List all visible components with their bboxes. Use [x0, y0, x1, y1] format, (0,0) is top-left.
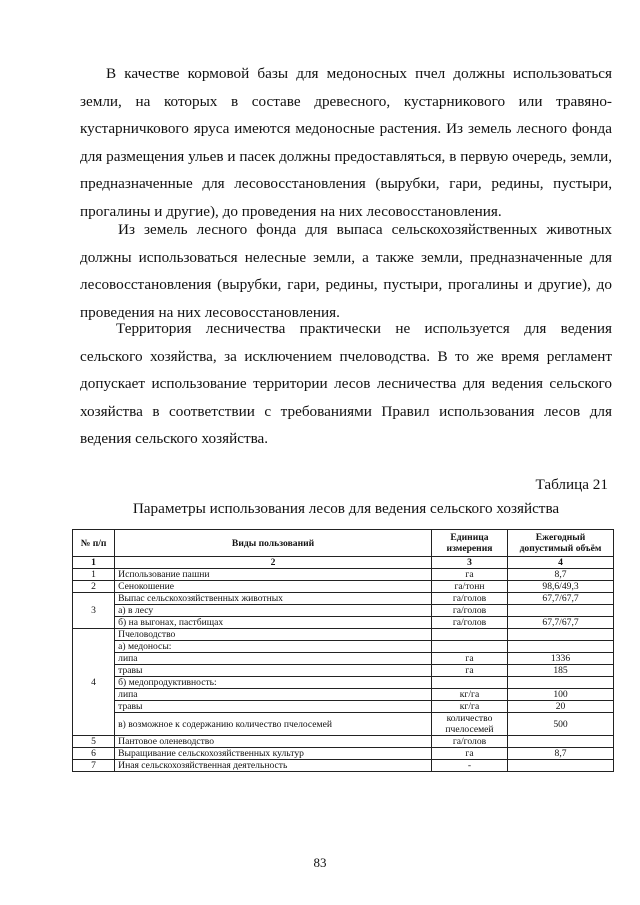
row-num: 6	[73, 748, 115, 760]
header-kind: Виды пользований	[115, 530, 432, 557]
table-row	[73, 593, 614, 605]
row-kind: в) возможное к содержанию количество пчелосемей	[115, 713, 432, 736]
table-row	[73, 617, 614, 629]
row-value: 67,7/67,7	[508, 617, 614, 629]
table-row	[73, 665, 614, 677]
row-kind: Пантовое оленеводство	[115, 736, 432, 748]
row-value	[508, 629, 614, 641]
table-row	[73, 736, 614, 748]
row-unit: га/голов	[431, 605, 507, 617]
row-value	[508, 677, 614, 689]
row-kind: Выращивание сельскохозяйственных культур	[115, 748, 432, 760]
row-num: 3	[73, 593, 115, 629]
col-number-3: 3	[431, 557, 507, 569]
row-unit	[431, 641, 507, 653]
row-unit: га/тонн	[431, 581, 507, 593]
row-kind: Иная сельскохозяйственная деятельность	[115, 760, 432, 772]
row-unit: кг/га	[431, 701, 507, 713]
row-unit	[431, 677, 507, 689]
row-value: 98,6/49,3	[508, 581, 614, 593]
row-kind: б) медопродуктивность:	[115, 677, 432, 689]
row-unit: га/голов	[431, 736, 507, 748]
table-row	[73, 760, 614, 772]
col-number-1: 1	[73, 557, 115, 569]
col-number-2: 2	[115, 557, 432, 569]
row-unit: -	[431, 760, 507, 772]
paragraph-grazing: Из земель лесного фонда для выпаса сельскохозяйственных животных должны использоваться нелесные земли, а также земли, предназначенные для лесовосстановления (вырубки, гари, редины, пустыри, прогалины и другие), до проведения на них лесовосстановления.	[80, 221, 612, 321]
row-kind: а) в лесу	[115, 605, 432, 617]
row-kind: липа	[115, 689, 432, 701]
table-row	[73, 748, 614, 760]
row-unit: кг/га	[431, 689, 507, 701]
row-value: 20	[508, 701, 614, 713]
header-volume: Ежегодный допустимый объём	[508, 530, 614, 557]
table-row	[73, 701, 614, 713]
table-row	[73, 569, 614, 581]
agriculture-parameters-table	[72, 529, 614, 772]
row-kind: травы	[115, 701, 432, 713]
row-value	[508, 605, 614, 617]
row-unit: га/голов	[431, 617, 507, 629]
row-value: 185	[508, 665, 614, 677]
table-row	[73, 713, 614, 736]
row-value: 500	[508, 713, 614, 736]
row-unit: га	[431, 665, 507, 677]
row-kind: б) на выгонах, пастбищах	[115, 617, 432, 629]
table-header-row	[73, 530, 614, 557]
row-value: 1336	[508, 653, 614, 665]
header-unit: Единица измерения	[431, 530, 507, 557]
row-kind: травы	[115, 665, 432, 677]
row-value: 8,7	[508, 569, 614, 581]
header-num: № п/п	[73, 530, 115, 557]
table-row	[73, 629, 614, 641]
row-unit: количество пчелосемей	[431, 713, 507, 736]
row-kind: Использование пашни	[115, 569, 432, 581]
row-kind: Выпас сельскохозяйственных животных	[115, 593, 432, 605]
col-number-4: 4	[508, 557, 614, 569]
row-kind: Сенокошение	[115, 581, 432, 593]
row-num: 7	[73, 760, 115, 772]
table-row	[73, 641, 614, 653]
row-unit	[431, 629, 507, 641]
row-kind: а) медоносы:	[115, 641, 432, 653]
row-value: 100	[508, 689, 614, 701]
column-number-row	[73, 557, 614, 569]
row-value	[508, 641, 614, 653]
table-row	[73, 653, 614, 665]
row-value: 67,7/67,7	[508, 593, 614, 605]
table-label: Таблица 21	[535, 476, 608, 493]
row-value	[508, 760, 614, 772]
table-title: Параметры использования лесов для ведения сельского хозяйства	[132, 500, 560, 517]
table-row	[73, 605, 614, 617]
table-row	[73, 581, 614, 593]
row-unit: га	[431, 653, 507, 665]
row-num: 4	[73, 629, 115, 736]
table-row	[73, 689, 614, 701]
table-row	[73, 677, 614, 689]
row-unit: га/голов	[431, 593, 507, 605]
row-unit: га	[431, 569, 507, 581]
row-kind: Пчеловодство	[115, 629, 432, 641]
row-num: 2	[73, 581, 115, 593]
row-value: 8,7	[508, 748, 614, 760]
row-unit: га	[431, 748, 507, 760]
page-number: 83	[313, 855, 327, 870]
row-kind: липа	[115, 653, 432, 665]
paragraph-forage-base: В качестве кормовой базы для медоносных пчел должны использоваться земли, на которых в составе древесного, кустарникового или травяно-кустарничкового яруса имеются медоносные растения. Из земель лесного фонда для размещения ульев и пасек должны предоставляться, в первую очередь, земли, предназначенные для лесовосстановления (вырубки, гари, редины, пустыри, прогалины и другие), до проведения на них лесовосстановления.	[80, 65, 612, 220]
row-num: 1	[73, 569, 115, 581]
row-num: 5	[73, 736, 115, 748]
row-value	[508, 736, 614, 748]
paragraph-territory-use: Территория лесничества практически не используется для ведения сельского хозяйства, за исключением пчеловодства. В то же время регламент допускает использование территории лесов лесничества для ведения сельского хозяйства в соответствии с требованиями Правил использования лесов для ведения сельского хозяйства.	[80, 320, 612, 448]
